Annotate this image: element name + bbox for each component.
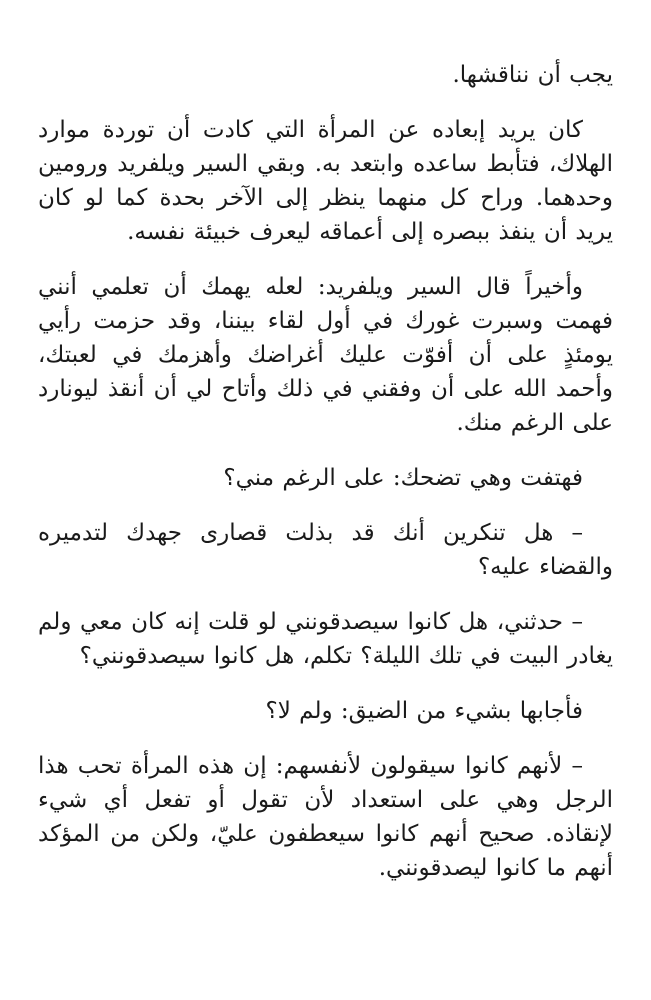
paragraph-4: فهتفت وهي تضحك: على الرغم مني؟ <box>223 465 583 491</box>
paragraph-8: – لأنهم كانوا سيقولون لأنفسهم: إن هذه المرأة تحب هذا الرجل وهي على استعداد لأن تقول أو تفعل أي شيء لإنقاذه. صحيح أنهم كانوا سيعطفون عليّ، ولكن من المؤكد أنهم ما كانوا ليصدقونني. <box>38 753 613 881</box>
paragraph-2: كان يريد إبعاده عن المرأة التي كادت أن توردة موارد الهلاك، فتأبط ساعده وابتعد به. وبقي السير ويلفريد ورومين وحدهما. وراح كل منهما ينظر إلى الآخر بحدة كما لو كان يريد أن ينفذ ببصره إلى أعماقه ليعرف خبيئة نفسه. <box>38 117 613 245</box>
paragraph-5: – هل تنكرين أنك قد بذلت قصارى جهدك لتدميره والقضاء عليه؟ <box>38 520 613 580</box>
book-page <box>38 58 613 906</box>
paragraph-1: يجب أن نناقشها. <box>452 62 613 88</box>
paragraph-3: وأخيراً قال السير ويلفريد: لعله يهمك أن تعلمي أنني فهمت وسبرت غورك في أول لقاء بيننا، وقد حزمت رأيي يومئذٍ على أن أفوّت عليك أغراضك وأهزمك في لعبتك، وأحمد الله على أن وفقني في ذلك وأتاح لي أن أنقذ ليونارد على الرغم منك. <box>38 274 613 436</box>
paragraph-6: – حدثني، هل كانوا سيصدقونني لو قلت إنه كان معي ولم يغادر البيت في تلك الليلة؟ تكلم، هل كانوا سيصدقونني؟ <box>38 609 613 669</box>
paragraph-7: فأجابها بشيء من الضيق: ولم لا؟ <box>265 698 583 724</box>
